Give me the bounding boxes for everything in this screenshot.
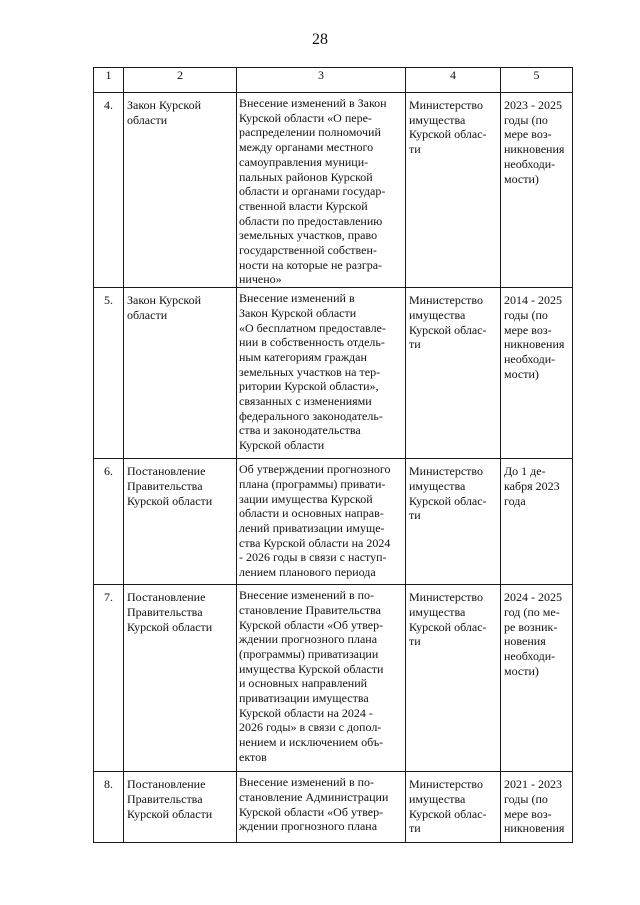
deadline: 2023 - 2025 годы (по мере воз- никновения необходи- мости) <box>504 98 565 186</box>
row-number: 7. <box>104 590 113 605</box>
deadline: До 1 де- кабря 2023 года <box>504 464 560 508</box>
responsible-executor: Министерство имущества Курской облас- ти <box>409 98 487 157</box>
column-header-5: 5 <box>501 68 573 93</box>
column-header-2: 2 <box>124 68 237 93</box>
responsible-executor: Министерство имущества Курской облас- ти <box>409 777 487 836</box>
row-number: 4. <box>104 98 113 112</box>
deadline: 2014 - 2025 годы (по мере воз- никновения необходи- мости) <box>504 293 565 381</box>
act-name: Внесение изменений в по- становление Правительства Курской области «Об утвер- ждении прогнозного плана (программы) приватизации имущества Курской области и основных направлений приватизации имущества Курской области на 2024 - 2026 годы» в связи с допол- нением и исключением объ- ектов <box>239 588 384 764</box>
act-name: Внесение изменений в Закон Курской области «О пере- распределении полномочий между органами местного самоуправления муници- пальных районов Курской области и органами государ- ственной власти Курской области по предоставлению земельных участков, право государственной собствен- ности на которые не разгра- ничено» <box>239 96 387 287</box>
table-row <box>94 288 573 459</box>
column-header-3: 3 <box>237 68 406 93</box>
responsible-executor: Министерство имущества Курской облас- ти <box>409 464 487 523</box>
row-number: 5. <box>104 293 113 308</box>
page-number: 28 <box>312 31 328 48</box>
deadline: 2021 - 2023 годы (по мере воз- никновения <box>504 777 565 836</box>
column-header-4: 4 <box>406 68 501 93</box>
measures-table <box>93 67 573 843</box>
table-row <box>94 93 573 288</box>
table-row <box>94 459 573 585</box>
table-row <box>94 772 573 843</box>
row-number: 8. <box>104 777 113 792</box>
responsible-executor: Министерство имущества Курской облас- ти <box>409 590 487 649</box>
act-name: Внесение изменений в по- становление Администрации Курской области «Об утвер- ждении прогнозного плана <box>239 775 389 834</box>
table-header-row <box>94 68 573 93</box>
act-type: Закон Курской области <box>127 98 202 127</box>
table-row <box>94 585 573 772</box>
act-type: Закон Курской области <box>127 293 202 322</box>
responsible-executor: Министерство имущества Курской облас- ти <box>409 293 487 352</box>
row-number: 6. <box>104 464 113 479</box>
act-type: Постановление Правительства Курской области <box>127 590 213 634</box>
act-name: Об утверждении прогнозного плана (программы) привати- зации имущества Курской области и основных направ- лений приватизации имуще- ства Курской области на 2024 - 2026 годы в связи с наступ- лением планового периода <box>239 462 391 580</box>
act-type: Постановление Правительства Курской области <box>127 464 213 508</box>
column-header-1: 1 <box>94 68 124 93</box>
act-name: Внесение изменений в Закон Курской области «О бесплатном предоставле- нии в собственность отдель- ным категориям граждан земельных участков на тер- ритории Курской области», связанных с изменениями федерального законодатель- ства и законодательства Курской области <box>239 291 386 453</box>
act-type: Постановление Правительства Курской области <box>127 777 213 821</box>
deadline: 2024 - 2025 год (по ме- ре возник- новения необходи- мости) <box>504 590 562 678</box>
